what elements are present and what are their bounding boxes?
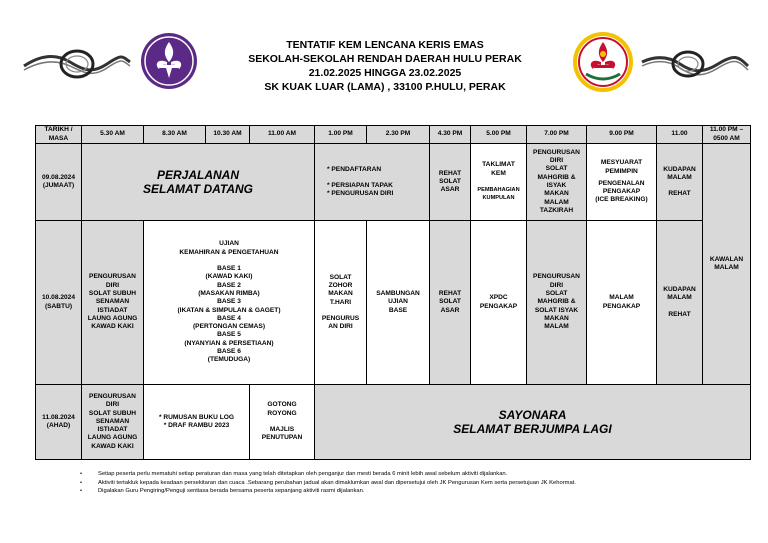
header-cell: 2.30 PM [367, 126, 430, 144]
cell-line: KAWAD KAKI [91, 442, 134, 450]
welcome-line-2: SELAMAT DATANG [143, 182, 253, 196]
cell-line: PENGAKAP [602, 188, 641, 196]
cell-line: LAUNG AGUNG [87, 434, 138, 442]
cell-line: LAUNG AGUNG [87, 314, 138, 322]
cell-line: DIRI [105, 281, 120, 289]
cell-line: MAHGRIB & [537, 173, 576, 181]
kawalan-cell [703, 144, 751, 385]
cell-line: MALAM [544, 198, 569, 206]
cell-line: (NYANYIAN & PERSETIAAN) [184, 339, 274, 347]
note-item [80, 487, 740, 496]
header-cell: 7.00 PM [527, 126, 587, 144]
schedule-table [35, 125, 751, 460]
day-text: (JUMAAT) [42, 182, 75, 189]
cell-line: DIRI [549, 281, 564, 289]
cell-line: SAMBUNGAN [376, 290, 420, 298]
cell-line: MALAM [667, 173, 692, 181]
cell-line: MESYUARAT [600, 159, 643, 167]
title-line-4: SK KUAK LUAR (LAMA) , 33100 P.HULU, PERAK [264, 81, 506, 93]
day-text: (AHAD) [46, 422, 71, 429]
date-cell [36, 221, 82, 385]
cell-line: PENGURUSAN [533, 148, 580, 156]
cell-line: SOLAT SUBUH [88, 290, 137, 298]
cell-line: MALAM [667, 294, 692, 302]
cell-line: ZOHOR [328, 281, 353, 289]
cell-line: (IKATAN & SIMPULAN & GAGET) [177, 306, 281, 314]
table-row [36, 385, 751, 460]
maghrib-cell [527, 221, 587, 385]
cell-line: MAKAN [328, 290, 353, 298]
date-text: 10.08.2024 [41, 294, 75, 302]
mesyuarat-cell [587, 144, 657, 221]
note-item [80, 470, 740, 479]
cell-line: SOLAT SUBUH [88, 409, 137, 417]
bullet-icon: • [80, 471, 83, 477]
cell-line: ISYAK [546, 182, 567, 189]
cell-line: KAWALAN [709, 255, 744, 263]
cell-line: MAJLIS [269, 426, 295, 433]
cell-line: TAKLIMAT [482, 161, 515, 169]
bullet-icon: • [80, 488, 83, 494]
cell-line: TAZKIRAH [539, 206, 574, 214]
header-cell: 4.30 PM [430, 126, 471, 144]
registration-item: * PENGURUSAN DIRI [327, 190, 394, 198]
cell-line: T.HARI [329, 298, 352, 306]
registration-item: * PENDAFTARAN [327, 165, 382, 173]
cell-line: MALAM [544, 323, 569, 331]
rehat-cell [430, 144, 471, 221]
document-title [220, 38, 550, 94]
cell-line: MALAM [714, 264, 739, 271]
cell-line: KEMAHIRAN & PENGETAHUAN [179, 248, 279, 256]
cell-line: PENGENALAN [598, 179, 645, 187]
fleur-de-lis-emblem [140, 32, 198, 90]
header-cell: 8.30 AM [144, 126, 206, 144]
day-text: (SABTU) [44, 302, 73, 310]
cell-line: (TEMUDUGA) [207, 356, 251, 364]
cell-line: * DRAF RAMBU 2023 [163, 422, 230, 429]
cell-line: BASE 3 [217, 298, 241, 306]
welcome-cell [82, 144, 315, 221]
sambungan-cell [367, 221, 430, 385]
note-text: Setiap peserta perlu mematuhi setiap peraturan dan masa yang telah ditetapkan oleh penganjur dan mesti berada 6 minit lebih awal sebelum aktiviti dijalankan. [98, 471, 508, 477]
cell-line: ISTIADAT [97, 306, 128, 314]
cell-line: PENGURUSAN [89, 273, 136, 281]
note-item [80, 479, 740, 488]
header-cell: 9.00 PM [587, 126, 657, 144]
cell-line: PEMIMPIN [605, 167, 638, 175]
welcome-line-1: PERJALANAN [156, 168, 239, 182]
sayonara-cell [315, 385, 751, 460]
cell-line: MAKAN [544, 314, 569, 322]
cell-line: PENGAKAP [602, 302, 641, 310]
subuh-cell [82, 221, 144, 385]
cell-line: MAKAN [544, 190, 569, 198]
cell-line: BASE 5 [217, 331, 241, 339]
header-cell: 11.00 [657, 126, 703, 144]
cell-line: GOTONG [267, 401, 297, 409]
rumusan-cell [144, 385, 250, 460]
taklimat-cell [471, 144, 527, 221]
cell-line: DIRI [105, 401, 120, 409]
cell-line: PENGURUS [321, 314, 360, 322]
cell-line: SOLAT [439, 177, 461, 185]
cell-line: SOLAT ISYAK [534, 306, 579, 314]
cell-line: REHAT [668, 190, 691, 198]
bullet-icon: • [80, 479, 83, 486]
cell-line: KUDAPAN [663, 165, 696, 173]
cell-line: REHAT [668, 310, 691, 318]
xpdc-cell [471, 221, 527, 385]
header-cell: 11.00 PM – 0500 AM [703, 126, 751, 144]
cell-line: PENUTUPAN [261, 434, 303, 442]
cell-line: XPDC [489, 294, 508, 302]
sayonara-line-1: SAYONARA [498, 408, 567, 422]
cell-line: PENGURUSAN [533, 273, 580, 281]
cell-line: PENGURUSAN [89, 392, 136, 400]
cell-line: BASE 4 [217, 314, 241, 322]
ujian-cell [144, 221, 315, 385]
table-row [36, 221, 751, 385]
cell-line: DIRI [549, 157, 564, 165]
kudapan-cell [657, 221, 703, 385]
cell-line: SOLAT [545, 290, 568, 298]
cell-line: SENAMAN [95, 298, 130, 306]
cell-line: PEMBAHAGIAN KUMPULAN [477, 187, 520, 202]
rehat-cell [430, 221, 471, 385]
subuh-cell [82, 385, 144, 460]
header-cell: 10.30 AM [206, 126, 250, 144]
table-row [36, 144, 751, 221]
document-header [0, 0, 768, 120]
cell-line: UJIAN [388, 298, 408, 306]
cell-line: (KAWAD KAKI) [205, 273, 253, 281]
date-cell [36, 144, 82, 221]
cell-line: * RUMUSAN BUKU LOG [158, 413, 235, 421]
cell-line: (PERTONGAN CEMAS) [192, 323, 266, 331]
cell-line: (ICE BREAKING) [595, 196, 648, 204]
notes-list [80, 470, 740, 496]
header-cell: TARIKH / MASA [36, 126, 82, 144]
cell-line: BASE [388, 306, 408, 314]
cell-line: ASAR [440, 306, 460, 314]
cell-line: KAWAD KAKI [91, 323, 134, 331]
title-line-3: 21.02.2025 HINGGA 23.02.2025 [308, 67, 462, 79]
cell-line: BASE 6 [217, 347, 241, 355]
header-cell: 1.00 PM [315, 126, 367, 144]
gotong-royong-cell [250, 385, 315, 460]
zohor-cell [315, 221, 367, 385]
cell-line: PENGAKAP [479, 302, 518, 310]
cell-line: UJIAN [219, 240, 239, 248]
registration-item: * PERSIAPAN TAPAK [327, 181, 393, 189]
cell-line: REHAT [438, 290, 462, 298]
registration-cell [315, 144, 430, 221]
cell-line: MALAM [609, 294, 634, 302]
header-cell: 5.30 AM [82, 126, 144, 144]
table-header-row [36, 126, 751, 144]
header-cell: 11.00 AM [250, 126, 315, 144]
title-line-2: SEKOLAH-SEKOLAH RENDAH DAERAH HULU PERAK [248, 53, 522, 65]
rope-knot-icon [22, 44, 132, 84]
cell-line: ROYONG [267, 409, 297, 417]
cell-line: SOLAT [329, 273, 352, 281]
title-line-1: TENTATIF KEM LENCANA KERIS EMAS [286, 39, 484, 51]
cell-line: AN DIRI [328, 323, 353, 331]
note-text: Digalakan Guru Pengiring/Penguji sentiasa berada bersama peserta sepanjang aktiviti rasmi dijalankan. [98, 488, 365, 494]
cell-line: (MASAKAN RIMBA) [198, 289, 260, 297]
cell-line: SOLAT [439, 298, 461, 306]
cell-line: BASE 1 [217, 265, 241, 273]
date-text: 11.08.2024 [42, 413, 75, 421]
cell-line: BASE 2 [217, 281, 241, 289]
cell-line: SENAMAN [95, 417, 130, 425]
cell-line: ASAR [440, 186, 460, 194]
maghrib-cell [527, 144, 587, 221]
date-cell [36, 385, 82, 460]
header-cell: 5.00 PM [471, 126, 527, 144]
scout-emblem [572, 30, 634, 94]
cell-line: KUDAPAN [663, 286, 696, 294]
rope-knot-icon [640, 44, 750, 84]
cell-line: ISTIADAT [97, 426, 128, 434]
cell-line: KEM [491, 169, 506, 177]
cell-line: REHAT [438, 169, 462, 177]
note-text: Aktiviti tertakluk kepada keadaan persekitaran dan cuaca .Sebarang perubahan jadual akan dimaklumkan awal dan dipersetujui oleh JK Pengurusan Kem serta persetujuan JK Kehormat. [98, 479, 576, 486]
date-text: 09.08.2024 [41, 173, 75, 181]
kudapan-cell [657, 144, 703, 221]
cell-line: SOLAT [545, 165, 568, 173]
sayonara-line-2: SELAMAT BERJUMPA LAGI [453, 422, 612, 436]
malam-pengakap-cell [587, 221, 657, 385]
cell-line: MAHGRIB & [537, 298, 576, 306]
